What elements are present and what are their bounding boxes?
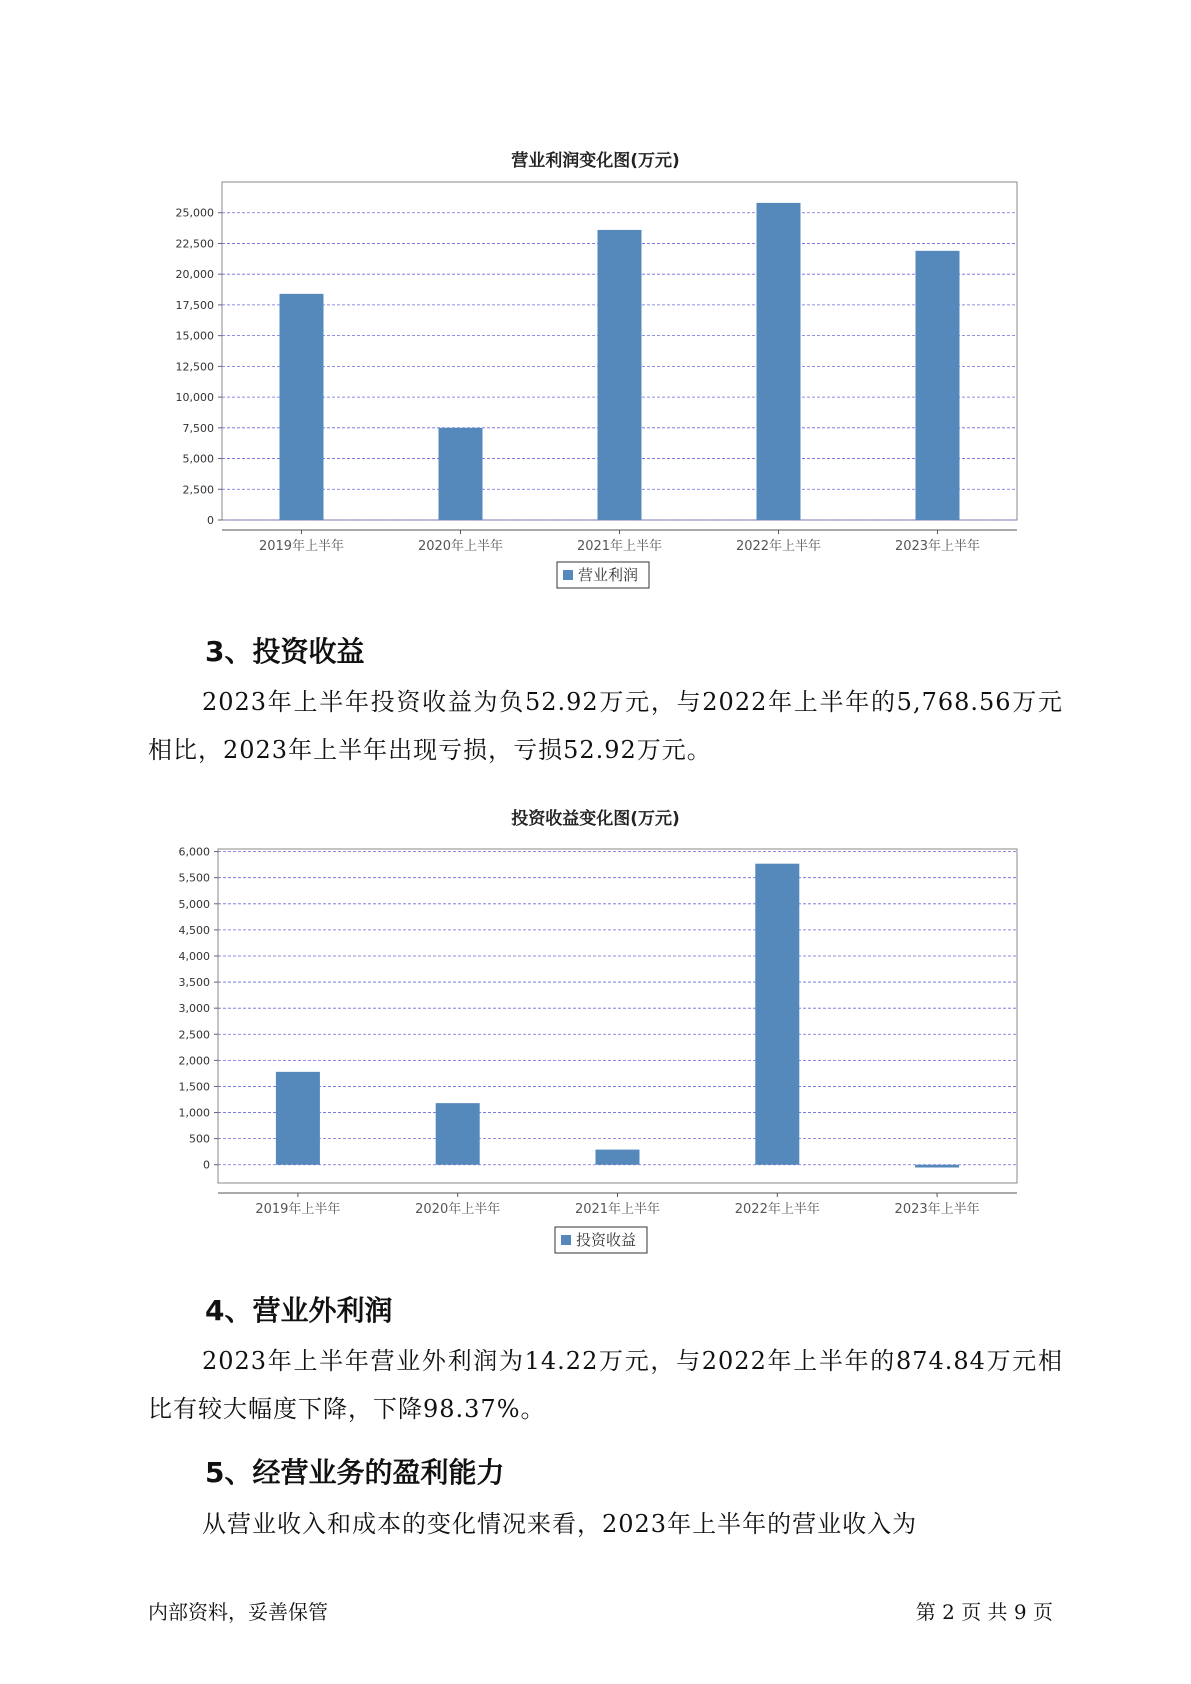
section-heading-profitability: 5、经营业务的盈利能力	[205, 1456, 505, 1489]
y-tick-label: 2,000	[178, 1054, 210, 1068]
legend-label: 营业利润	[578, 566, 639, 584]
y-tick-label: 4,500	[178, 923, 210, 937]
y-tick-label: 3,500	[178, 976, 210, 990]
y-tick-label: 500	[189, 1132, 210, 1146]
chart1-title: 营业利润变化图(万元)	[511, 151, 680, 171]
y-tick-label: 5,000	[182, 452, 214, 466]
y-tick-label: 1,500	[178, 1080, 210, 1094]
footer-page-number: 第 2 页 共 9 页	[915, 1600, 1053, 1624]
y-tick-label: 5,500	[178, 871, 210, 885]
y-tick-label: 5,000	[178, 897, 210, 911]
y-tick-label: 17,500	[175, 298, 214, 312]
bar	[915, 1165, 959, 1168]
x-tick-label: 2022年上半年	[734, 1202, 820, 1217]
y-tick-label: 12,500	[175, 360, 214, 374]
x-tick-label: 2020年上半年	[417, 539, 504, 554]
y-tick-label: 2,500	[178, 1028, 210, 1042]
section-para-investment: 2023年上半年投资收益为负52.92万元，与2022年上半年的5,768.56万元相比，2023年上半年出现亏损，亏损52.92万元。	[148, 688, 1063, 764]
bar	[436, 1103, 480, 1165]
footer-left: 内部资料，妥善保管	[148, 1600, 328, 1624]
x-tick-label: 2023年上半年	[894, 1202, 980, 1217]
bar	[276, 1072, 320, 1165]
bar	[755, 864, 799, 1165]
bar	[596, 1150, 640, 1165]
x-tick-label: 2020年上半年	[415, 1202, 501, 1217]
x-tick-label: 2021年上半年	[576, 539, 663, 554]
section-heading-investment: 3、投资收益	[205, 635, 365, 668]
legend-swatch	[561, 1235, 571, 1245]
y-tick-label: 20,000	[175, 268, 214, 282]
x-tick-label: 2019年上半年	[258, 539, 345, 554]
y-tick-label: 0	[207, 514, 214, 527]
y-tick-label: 10,000	[175, 391, 214, 405]
y-tick-label: 6,000	[178, 845, 210, 859]
section-para-non-operating: 2023年上半年营业外利润为14.22万元，与2022年上半年的874.84万元相比有较大幅度下降，下降98.37%。	[148, 1347, 1063, 1423]
section-para-profitability: 从营业收入和成本的变化情况来看，2023年上半年的营业收入为	[202, 1510, 918, 1538]
y-tick-label: 22,500	[175, 237, 214, 251]
plot-area	[218, 849, 1017, 1183]
y-tick-label: 4,000	[178, 949, 210, 963]
x-tick-label: 2023年上半年	[894, 539, 981, 554]
y-tick-label: 3,000	[178, 1002, 210, 1016]
y-tick-label: 15,000	[175, 329, 214, 343]
y-tick-label: 0	[203, 1158, 210, 1172]
section-heading-non-operating: 4、营业外利润	[205, 1294, 393, 1327]
x-tick-label: 2019年上半年	[255, 1202, 341, 1217]
chart2-title: 投资收益变化图(万元)	[511, 809, 680, 829]
y-tick-label: 2,500	[182, 483, 214, 497]
legend-label: 投资收益	[576, 1231, 637, 1249]
x-tick-label: 2021年上半年	[574, 1202, 661, 1217]
y-tick-label: 1,000	[178, 1106, 210, 1120]
x-tick-label: 2022年上半年	[735, 539, 822, 554]
y-tick-label: 7,500	[182, 421, 214, 435]
y-tick-label: 25,000	[175, 206, 214, 220]
